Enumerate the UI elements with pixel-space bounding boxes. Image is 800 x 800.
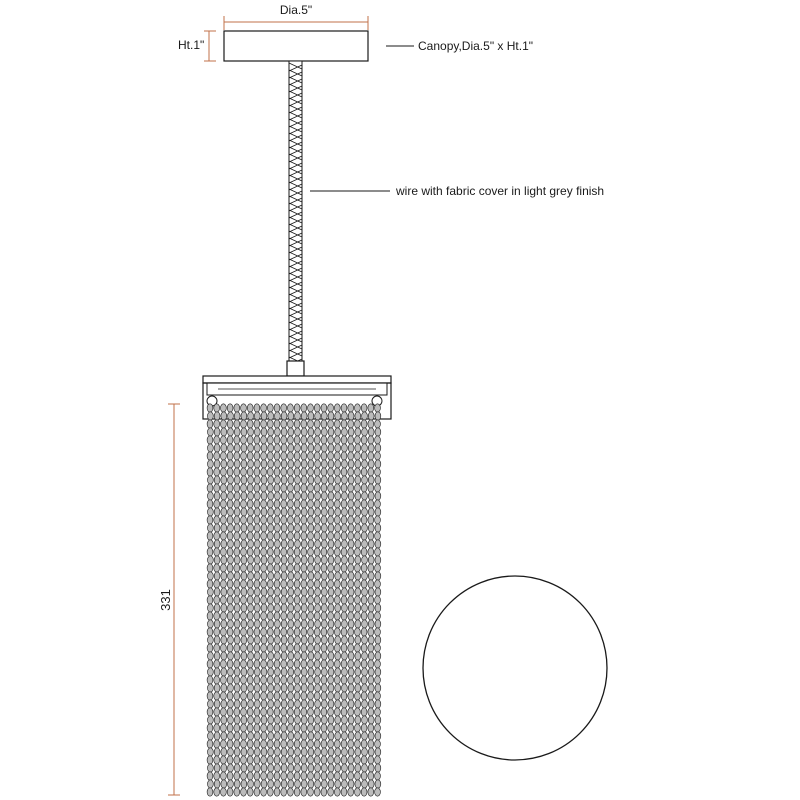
wire-connector [287,361,304,376]
canopy-height-label: Ht.1" [178,38,205,52]
canopy-height-dimension [178,31,216,61]
bead-chain-curtain [207,404,381,796]
drop-length-label: 331 [158,589,173,611]
canopy-callout [386,39,533,53]
bottom-view-circle [423,576,607,760]
fabric-wire [289,61,302,365]
canopy-diameter-dimension [224,3,368,30]
wire-callout [310,184,604,198]
drop-length-dimension [158,404,180,795]
canopy-callout-text: Canopy,Dia.5" x Ht.1" [418,39,534,53]
canopy [224,31,368,61]
wire-callout-text: wire with fabric cover in light grey finish [396,184,605,198]
canopy-diameter-label: Dia.5" [279,3,313,17]
